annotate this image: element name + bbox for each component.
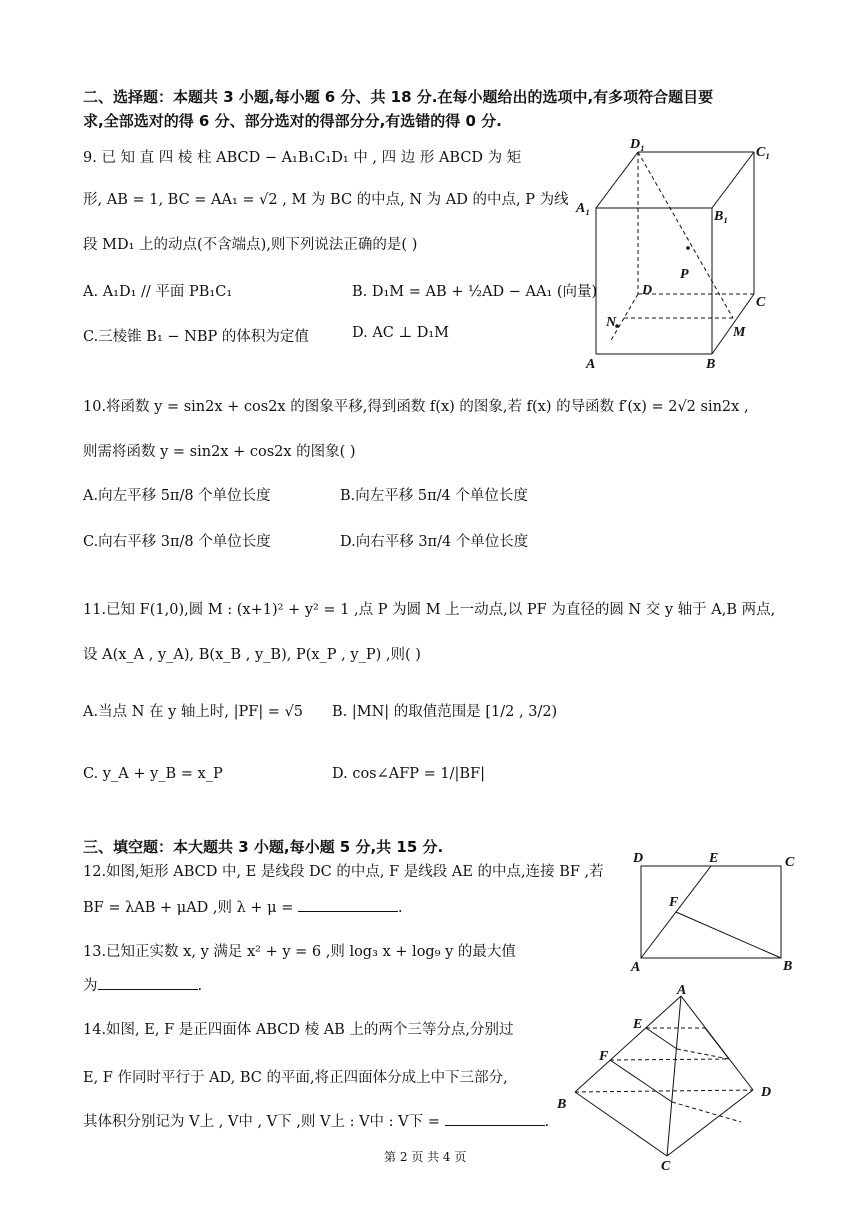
section-3-header: 三、填空题：本大题共 3 小题,每小题 5 分,共 15 分.	[83, 838, 444, 856]
q9-label-a1: A₁	[576, 201, 591, 216]
q12-label-e: E	[709, 851, 719, 866]
section-2-header-line1: 二、选择题：本题共 3 小题,每小题 6 分、共 18 分.在每小题给出的选项中,有多项符合题目要	[83, 88, 714, 106]
q14-label-b: B	[557, 1097, 567, 1112]
q10-option-b: B.向左平移 5π/4 个单位长度	[340, 488, 528, 504]
q12-line2-text: BF = λAB + μAD ,则 λ + μ =	[83, 900, 294, 916]
q13-line2	[83, 974, 202, 995]
q14-line3	[83, 1110, 549, 1131]
q9-option-d: D. AC ⊥ D₁M	[352, 325, 450, 341]
q14-tetrahedron-figure	[553, 984, 788, 1174]
q14-label-a: A	[677, 984, 687, 998]
q14-line1: 14.如图, E, F 是正四面体 ABCD 棱 AB 上的两个三等分点,分别过	[83, 1022, 514, 1038]
q10-option-c: C.向右平移 3π/8 个单位长度	[83, 534, 271, 550]
q10-line1: 10.将函数 y = sin2x + cos2x 的图象平移,得到函数 f(x) 的图象,若 f(x) 的导函数 f′(x) = 2√2 sin2x ,	[83, 399, 749, 415]
q9-label-p: P	[680, 267, 689, 282]
q9-line2: 形, AB = 1, BC = AA₁ = √2 , M 为 BC 的中点, N 为 AD 的中点, P 为线	[83, 192, 569, 208]
q10-line2: 则需将函数 y = sin2x + cos2x 的图象( )	[83, 444, 356, 460]
q9-option-a: A. A₁D₁ // 平面 PB₁C₁	[83, 284, 233, 300]
q12-label-c: C	[785, 855, 795, 870]
section-2-header-line2: 求,全部选对的得 6 分、部分选对的得部分分,有选错的得 0 分.	[83, 112, 502, 130]
q11-option-b: B. |MN| 的取值范围是 [1/2 , 3/2)	[332, 704, 558, 720]
q10-option-d: D.向右平移 3π/4 个单位长度	[340, 534, 529, 550]
q14-label-f: F	[599, 1049, 609, 1064]
q13-line2-text: 为	[83, 978, 98, 994]
q13-answer-blank[interactable]	[98, 975, 198, 990]
q9-line3: 段 MD₁ 上的动点(不含端点),则下列说法正确的是( )	[83, 237, 418, 253]
q11-line2: 设 A(x_A , y_A), B(x_B , y_B), P(x_P , y_P) ,则( )	[83, 647, 421, 663]
q9-label-b: B	[706, 357, 716, 372]
q9-label-n: N	[606, 315, 617, 330]
q14-line3-text: 其体积分别记为 V上 , V中 , V下 ,则 V上 : V中 : V下 =	[83, 1114, 440, 1130]
q12-line2-end: .	[397, 900, 403, 916]
q9-label-d1: D₁	[630, 137, 645, 152]
q12-line2	[83, 896, 403, 917]
q9-label-c: C	[756, 295, 766, 310]
q9-option-c: C.三棱锥 B₁ − NBP 的体积为定值	[83, 329, 309, 345]
q12-label-f: F	[669, 895, 679, 910]
q12-label-d: D	[633, 851, 644, 866]
q13-line2-end: .	[197, 978, 203, 994]
q9-label-m: M	[733, 325, 746, 340]
q14-line2: E, F 作同时平行于 AD, BC 的平面,将正四面体分成上中下三部分,	[83, 1070, 508, 1086]
q14-answer-blank[interactable]	[445, 1111, 545, 1126]
q14-line3-end: .	[544, 1114, 550, 1130]
q12-label-a: A	[631, 960, 641, 974]
q11-line1: 11.已知 F(1,0),圆 M : (x+1)² + y² = 1 ,点 P 为圆 M 上一动点,以 PF 为直径的圆 N 交 y 轴于 A,B 两点,	[83, 602, 776, 618]
q11-option-d: D. cos∠AFP = 1/|BF|	[332, 766, 486, 782]
q9-label-d: D	[642, 283, 653, 298]
q12-answer-blank[interactable]	[298, 897, 398, 912]
q14-label-c: C	[661, 1159, 671, 1174]
q9-line1: 9. 已 知 直 四 棱 柱 ABCD − A₁B₁C₁D₁ 中 , 四 边 形 ABCD 为 矩	[83, 150, 522, 166]
q14-label-d: D	[761, 1085, 772, 1100]
q12-label-b: B	[783, 959, 793, 974]
q11-option-a: A.当点 N 在 y 轴上时, |PF| = √5	[83, 704, 304, 720]
q9-label-c1: C₁	[756, 145, 771, 160]
q9-label-b1: B₁	[714, 209, 729, 224]
q14-label-e: E	[633, 1017, 643, 1032]
q11-option-c: C. y_A + y_B = x_P	[83, 766, 223, 782]
q9-label-a: A	[586, 357, 596, 372]
q9-prism-figure	[570, 130, 790, 375]
page-footer: 第 2 页 共 4 页	[384, 1150, 467, 1164]
q12-rectangle-figure	[625, 846, 815, 974]
q13-line1: 13.已知正实数 x, y 满足 x² + y = 6 ,则 log₃ x + log₉ y 的最大值	[83, 944, 516, 960]
q9-option-b: B. D₁M = AB + ½AD − AA₁ (向量)	[352, 284, 598, 300]
q12-line1: 12.如图,矩形 ABCD 中, E 是线段 DC 的中点, F 是线段 AE 的中点,连接 BF ,若	[83, 864, 604, 880]
q10-option-a: A.向左平移 5π/8 个单位长度	[83, 488, 271, 504]
